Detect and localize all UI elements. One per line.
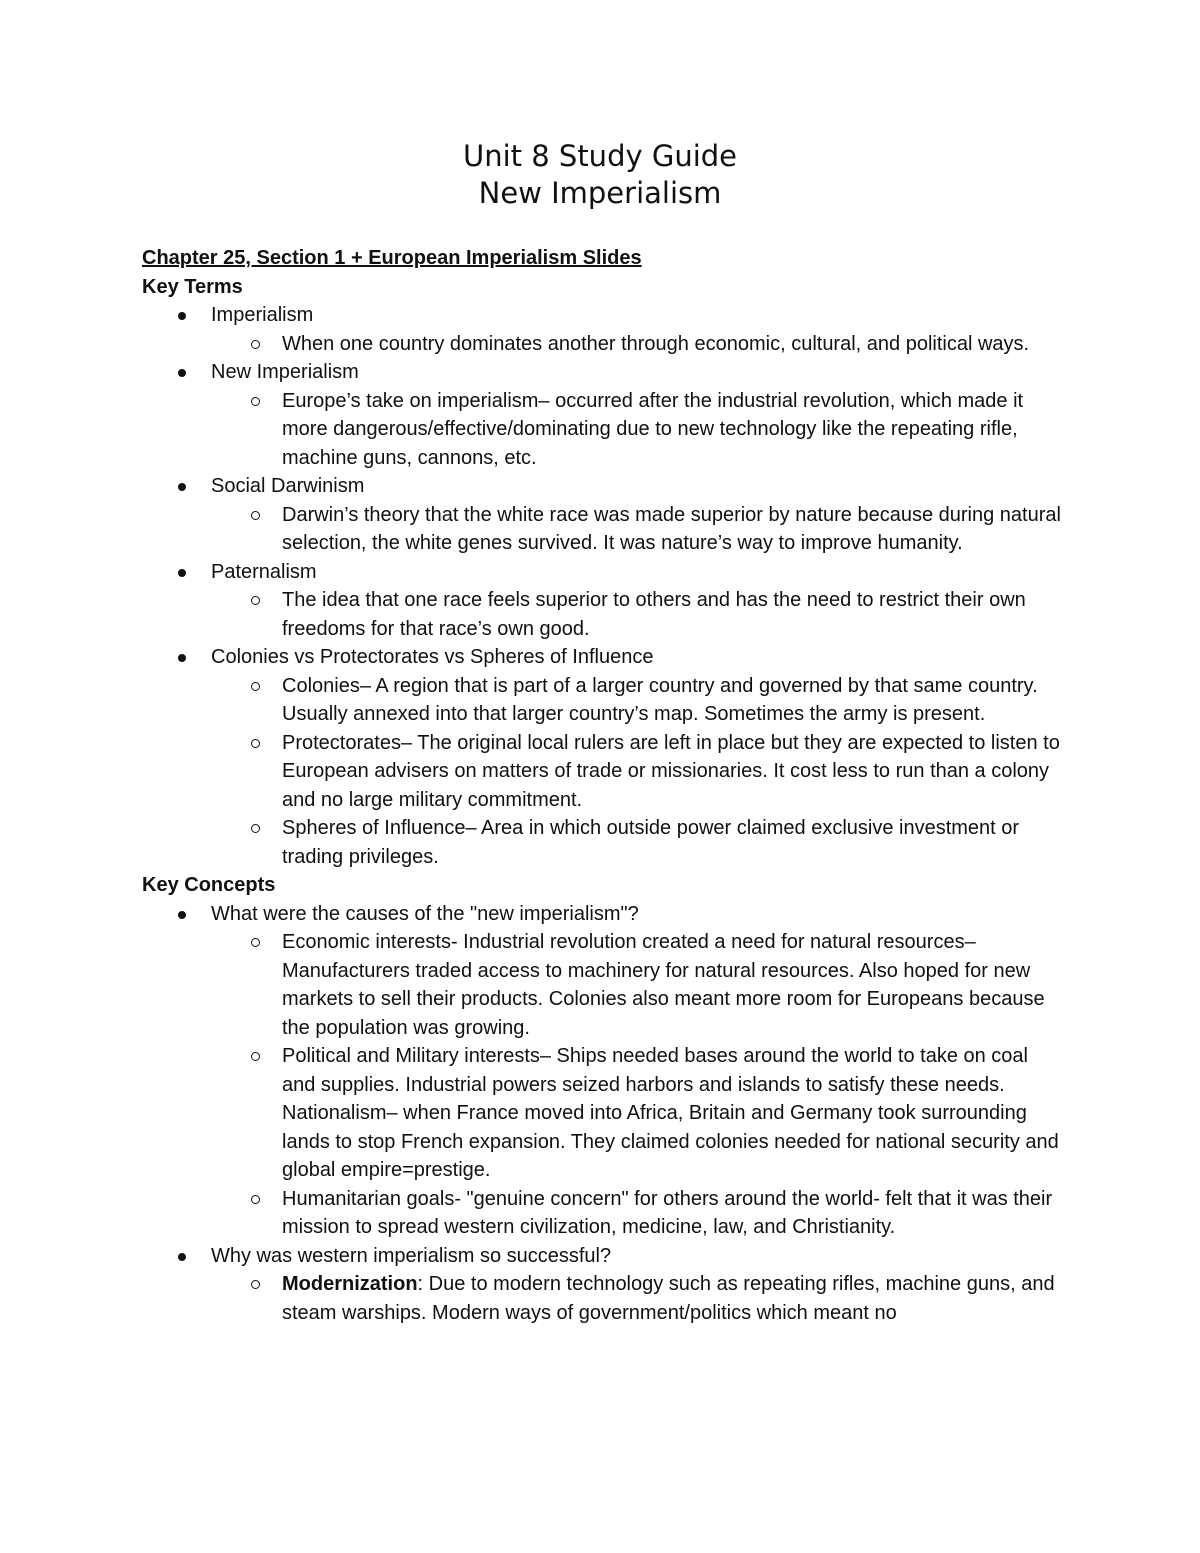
list-item xyxy=(142,1185,1062,1242)
list-item xyxy=(142,330,1062,359)
title-line-2: New Imperialism xyxy=(478,176,722,210)
concept-detail: Economic interests- Industrial revolution created a need for natural resources– Manufacturers traded access to machinery for natural resources. Also hoped for new markets to sell their products. Colonies also meant more room for Europeans because the population was growing. xyxy=(282,931,1045,1039)
circle-bullet-icon xyxy=(251,1195,260,1204)
bullet-icon xyxy=(178,312,186,320)
bullet-icon xyxy=(178,369,186,377)
term-details xyxy=(211,672,1062,872)
concept-details xyxy=(211,1270,1062,1327)
term-label: Paternalism xyxy=(211,560,317,583)
circle-bullet-icon xyxy=(251,596,260,605)
term-details xyxy=(211,330,1062,359)
key-terms-heading: Key Terms xyxy=(142,275,243,298)
concept-detail: Political and Military interests– Ships needed bases around the world to take on coal and supplies. Industrial powers seized harbors and islands to satisfy these needs. Nationalism– when France moved into Africa, Britain and Germany took surrounding lands to stop French expansion. They claimed colonies needed for national security and global empire=prestige. xyxy=(282,1045,1059,1181)
circle-bullet-icon xyxy=(251,739,260,748)
title-line-1: Unit 8 Study Guide xyxy=(462,139,738,173)
circle-bullet-icon xyxy=(251,340,260,349)
key-terms-list xyxy=(142,301,1062,871)
term-label: Social Darwinism xyxy=(211,475,365,497)
list-item xyxy=(142,672,1062,729)
concept-detail: : Due to modern technology such as repeating rifles, machine guns, and steam warships. Modern ways of government/politics which meant no xyxy=(282,1273,1055,1324)
document-body xyxy=(142,244,1062,1327)
term-label: Imperialism xyxy=(211,304,314,326)
list-item xyxy=(142,928,1062,1042)
list-item xyxy=(142,301,1062,358)
concept-details xyxy=(211,928,1062,1242)
circle-bullet-icon xyxy=(251,824,260,833)
bullet-icon xyxy=(178,569,186,577)
concept-question: What were the causes of the "new imperialism"? xyxy=(211,902,639,925)
term-details xyxy=(211,501,1062,558)
term-label: Colonies vs Protectorates vs Spheres of Influence xyxy=(211,646,654,668)
term-detail: When one country dominates another through economic, cultural, and political ways. xyxy=(282,332,1030,355)
list-item xyxy=(142,558,1062,644)
key-concepts-list xyxy=(142,900,1062,1328)
list-item xyxy=(142,900,1062,1242)
document-title xyxy=(0,138,1200,212)
modernization-term: Modernization xyxy=(282,1273,418,1295)
bullet-icon xyxy=(178,911,186,919)
bullet-icon xyxy=(178,1253,186,1261)
list-item xyxy=(142,586,1062,643)
list-item xyxy=(142,643,1062,871)
list-item xyxy=(142,1242,1062,1328)
circle-bullet-icon xyxy=(251,511,260,520)
list-item xyxy=(142,472,1062,558)
circle-bullet-icon xyxy=(251,1052,260,1061)
circle-bullet-icon xyxy=(251,938,260,947)
list-item xyxy=(142,1042,1062,1185)
concept-question: Why was western imperialism so successful? xyxy=(211,1244,612,1267)
term-details xyxy=(211,387,1062,473)
list-item xyxy=(142,501,1062,558)
term-detail: The idea that one race feels superior to others and has the need to restrict their own freedoms for that race’s own good. xyxy=(282,589,1026,640)
term-detail: Colonies– A region that is part of a larger country and governed by that same country. Usually annexed into that larger country’s map. Sometimes the army is present. xyxy=(282,674,1038,725)
list-item xyxy=(142,358,1062,472)
list-item xyxy=(142,1270,1062,1327)
circle-bullet-icon xyxy=(251,397,260,406)
key-concepts-heading: Key Concepts xyxy=(142,874,276,896)
section-heading: Chapter 25, Section 1 + European Imperialism Slides xyxy=(142,247,642,269)
bullet-icon xyxy=(178,654,186,662)
term-detail: Spheres of Influence– Area in which outside power claimed exclusive investment or trading privileges. xyxy=(282,817,1020,868)
term-label: New Imperialism xyxy=(211,361,359,383)
concept-detail: Humanitarian goals- "genuine concern" for others around the world- felt that it was their mission to spread western civilization, medicine, law, and Christianity. xyxy=(282,1187,1053,1238)
circle-bullet-icon xyxy=(251,1280,260,1289)
term-detail: Europe’s take on imperialism– occurred after the industrial revolution, which made it more dangerous/effective/dominating due to new technology like the repeating rifle, machine guns, cannons, etc. xyxy=(282,389,1024,469)
circle-bullet-icon xyxy=(251,682,260,691)
term-detail: Darwin’s theory that the white race was made superior by nature because during natural selection, the white genes survived. It was nature’s way to improve humanity. xyxy=(282,503,1061,554)
list-item xyxy=(142,729,1062,815)
list-item xyxy=(142,387,1062,473)
bullet-icon xyxy=(178,483,186,491)
list-item xyxy=(142,814,1062,871)
term-detail: Protectorates– The original local rulers are left in place but they are expected to listen to European advisers on matters of trade or missionaries. It cost less to run than a colony and no large military commitment. xyxy=(282,731,1060,811)
term-details xyxy=(211,586,1062,643)
